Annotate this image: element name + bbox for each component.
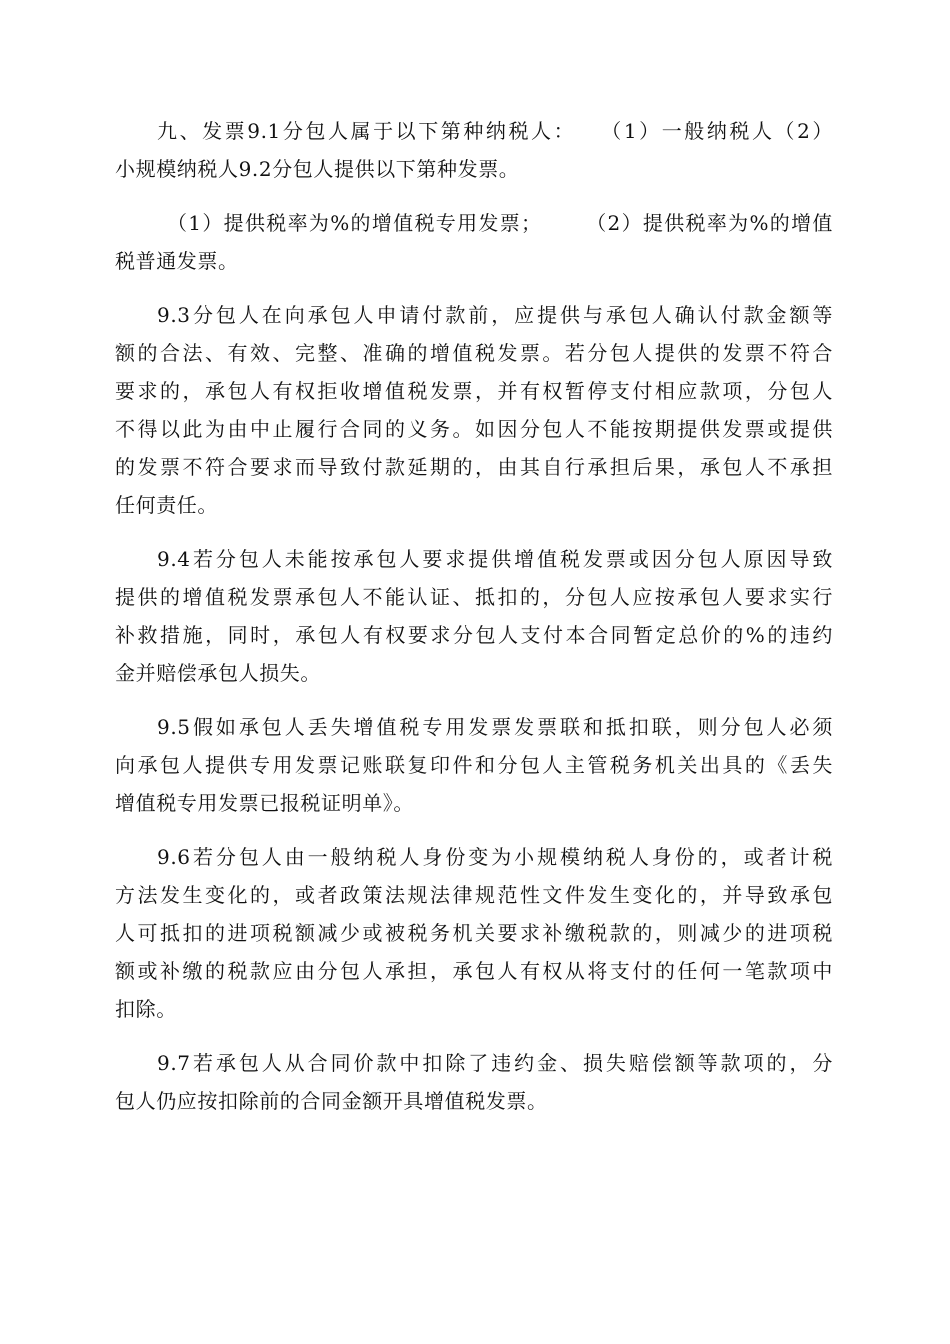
paragraph-invoice-taxpayer-type bbox=[115, 112, 833, 188]
text-line: 向承包人提供专用发票记账联复印件和分包人主管税务机关出具的《丢失 bbox=[115, 753, 833, 777]
text-line: 税普通发票。 bbox=[115, 249, 239, 273]
text-line: 提供的增值税发票承包人不能认证、抵扣的，分包人应按承包人要求实行 bbox=[115, 585, 833, 609]
text-line: 小规模纳税人9.2分包人提供以下第种发票。 bbox=[115, 157, 520, 181]
text-line: 金并赔偿承包人损失。 bbox=[115, 661, 321, 685]
document-body bbox=[115, 112, 833, 1136]
text-line: 九、发票9.1分包人属于以下第种纳税人： （1）一般纳税人（2） bbox=[157, 119, 833, 143]
paragraph-clause-9-4 bbox=[115, 540, 833, 692]
text-line: 包人仍应按扣除前的合同金额开具增值税发票。 bbox=[115, 1089, 548, 1113]
text-line: 任何责任。 bbox=[115, 493, 218, 517]
text-line: 额或补缴的税款应由分包人承担，承包人有权从将支付的任何一笔款项中 bbox=[115, 959, 833, 983]
paragraph-clause-9-3 bbox=[115, 296, 833, 524]
text-line: 的发票不符合要求而导致付款延期的，由其自行承担后果，承包人不承担 bbox=[115, 455, 833, 479]
text-line: 人可抵扣的进项税额减少或被税务机关要求补缴税款的，则减少的进项税 bbox=[115, 921, 833, 945]
text-line: 方法发生变化的，或者政策法规法律规范性文件发生变化的，并导致承包 bbox=[115, 883, 833, 907]
paragraph-invoice-options bbox=[115, 204, 833, 280]
text-line: 增值税专用发票已报税证明单》。 bbox=[115, 791, 414, 815]
paragraph-clause-9-5 bbox=[115, 708, 833, 822]
text-line: 补救措施，同时，承包人有权要求分包人支付本合同暂定总价的%的违约 bbox=[115, 623, 833, 647]
text-line: 9.5假如承包人丢失增值税专用发票发票联和抵扣联，则分包人必须 bbox=[157, 715, 833, 739]
text-line: 要求的，承包人有权拒收增值税发票，并有权暂停支付相应款项，分包人 bbox=[115, 379, 833, 403]
text-line: （1）提供税率为%的增值税专用发票； （2）提供税率为%的增值 bbox=[167, 211, 833, 235]
text-line: 9.3分包人在向承包人申请付款前，应提供与承包人确认付款金额等 bbox=[157, 303, 833, 327]
text-line: 不得以此为由中止履行合同的义务。如因分包人不能按期提供发票或提供 bbox=[115, 417, 833, 441]
text-line: 9.4若分包人未能按承包人要求提供增值税发票或因分包人原因导致 bbox=[157, 547, 833, 571]
text-line: 9.7若承包人从合同价款中扣除了违约金、损失赔偿额等款项的，分 bbox=[157, 1051, 833, 1075]
paragraph-clause-9-6 bbox=[115, 838, 833, 1028]
text-line: 9.6若分包人由一般纳税人身份变为小规模纳税人身份的，或者计税 bbox=[157, 845, 833, 869]
paragraph-clause-9-7 bbox=[115, 1044, 833, 1120]
text-line: 扣除。 bbox=[115, 997, 177, 1021]
text-line: 额的合法、有效、完整、准确的增值税发票。若分包人提供的发票不符合 bbox=[115, 341, 833, 365]
